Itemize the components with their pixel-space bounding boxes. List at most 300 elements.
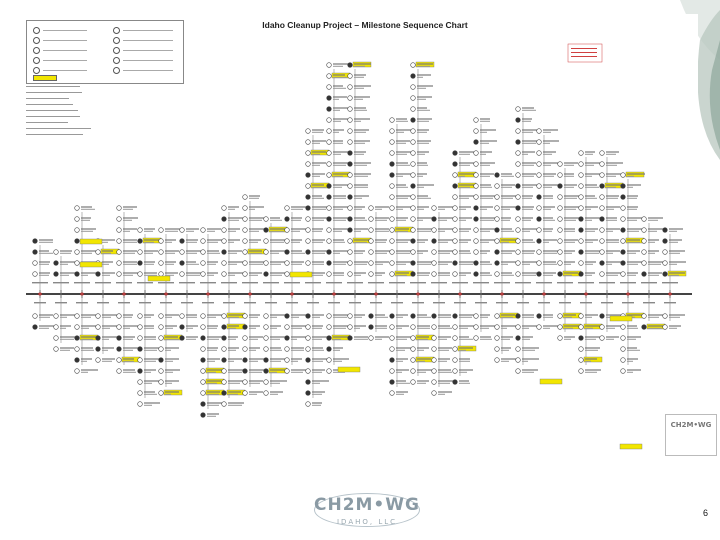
milestone-label-line — [564, 162, 578, 163]
milestone-label-line — [627, 372, 633, 373]
milestone-label-line — [333, 99, 339, 100]
milestone-node-icon — [390, 162, 395, 167]
milestone-node-icon — [600, 250, 605, 255]
milestone-label-line — [627, 336, 641, 337]
milestone-label-line — [438, 220, 447, 221]
milestone-node-icon — [474, 272, 479, 277]
milestone-label-line — [123, 372, 136, 373]
milestone-node-icon — [222, 314, 227, 319]
milestone-label-line — [375, 261, 389, 262]
milestone-label-line — [270, 350, 282, 351]
milestone-node-icon — [243, 272, 248, 277]
milestone-label-line — [396, 165, 410, 166]
milestone-node-icon — [411, 336, 416, 341]
milestone-label-line — [417, 328, 430, 329]
milestone-label-line — [417, 250, 428, 251]
milestone-label-line — [354, 107, 366, 108]
milestone-node-icon — [600, 314, 605, 319]
milestone-label-line — [396, 184, 406, 185]
milestone-node-icon — [453, 261, 458, 266]
milestone-node-icon — [180, 250, 185, 255]
milestone-label-line — [312, 405, 321, 406]
milestone-label-line — [480, 162, 495, 163]
milestone-label-line — [312, 151, 326, 152]
milestone-label-line — [627, 358, 638, 359]
milestone-chart-sheet — [20, 14, 712, 484]
note-text-line — [571, 52, 597, 53]
milestone-label-line — [522, 176, 534, 177]
milestone-label-line — [354, 129, 369, 130]
milestone-label-line — [207, 347, 218, 348]
milestone-label-line — [480, 154, 486, 155]
milestone-label-line — [312, 275, 323, 276]
milestone-label-line — [291, 264, 302, 265]
milestone-label-line — [291, 369, 307, 370]
milestone-label-line — [417, 339, 428, 340]
milestone-node-icon — [537, 140, 542, 145]
milestone-node-icon — [243, 369, 248, 374]
milestone-node-icon — [390, 129, 395, 134]
milestone-node-icon — [432, 369, 437, 374]
milestone-label-line — [396, 118, 407, 119]
milestone-label-line — [459, 325, 475, 326]
milestone-label-line — [396, 264, 406, 265]
milestone-node-icon — [537, 206, 542, 211]
milestone-label-line — [438, 272, 450, 273]
milestone-label-line — [144, 350, 157, 351]
milestone-label-line — [291, 336, 307, 337]
milestone-node-icon — [264, 391, 269, 396]
milestone-label-line — [480, 173, 494, 174]
milestone-label-line — [270, 242, 284, 243]
milestone-label-line — [396, 154, 407, 155]
milestone-node-icon — [264, 250, 269, 255]
milestone-node-icon — [621, 347, 626, 352]
milestone-label-line — [543, 143, 550, 144]
milestone-node-icon — [579, 228, 584, 233]
milestone-label-line — [165, 317, 172, 318]
milestone-node-icon — [537, 173, 542, 178]
milestone-label-line — [543, 228, 553, 229]
milestone-label-line — [543, 264, 557, 265]
milestone-node-icon — [201, 325, 206, 330]
milestone-node-icon — [516, 195, 521, 200]
milestone-label-line — [417, 361, 425, 362]
milestone-label-line — [123, 317, 132, 318]
milestone-label-line — [375, 317, 388, 318]
milestone-label-line — [543, 132, 551, 133]
milestone-node-icon — [306, 402, 311, 407]
milestone-label-line — [312, 187, 326, 188]
milestone-label-line — [375, 242, 386, 243]
milestone-node-icon — [411, 107, 416, 112]
milestone-node-icon — [285, 272, 290, 277]
milestone-node-icon — [411, 162, 416, 167]
milestone-label-line — [249, 314, 260, 315]
milestone-label-line — [81, 253, 92, 254]
milestone-node-icon — [75, 261, 80, 266]
milestone-node-icon — [495, 239, 500, 244]
milestone-label-line — [312, 264, 324, 265]
milestone-node-icon — [642, 325, 647, 330]
milestone-label-line — [354, 63, 371, 64]
milestone-label-line — [333, 88, 346, 89]
milestone-node-icon — [306, 228, 311, 233]
milestone-label-line — [543, 317, 553, 318]
milestone-label-line — [144, 325, 154, 326]
milestone-label-line — [123, 339, 133, 340]
milestone-node-icon — [201, 391, 206, 396]
page-number: 6 — [703, 508, 709, 518]
milestone-label-line — [417, 132, 427, 133]
milestone-label-line — [459, 209, 466, 210]
milestone-node-icon — [348, 63, 353, 68]
milestone-node-icon — [33, 239, 38, 244]
milestone-label-line — [144, 347, 159, 348]
milestone-label-line — [333, 317, 347, 318]
milestone-label-line — [648, 217, 663, 218]
milestone-label-line — [333, 151, 349, 152]
milestone-node-icon — [75, 228, 80, 233]
milestone-node-icon — [327, 63, 332, 68]
milestone-label-line — [459, 184, 474, 185]
milestone-label-line — [417, 165, 428, 166]
milestone-node-icon — [516, 140, 521, 145]
milestone-label-line — [207, 416, 216, 417]
milestone-label-line — [396, 380, 406, 381]
milestone-label-line — [312, 350, 324, 351]
milestone-node-icon — [75, 336, 80, 341]
milestone-node-icon — [495, 325, 500, 330]
milestone-node-icon — [453, 151, 458, 156]
milestone-label-line — [543, 195, 553, 196]
milestone-label-line — [417, 88, 426, 89]
milestone-node-icon — [327, 74, 332, 79]
milestone-label-line — [354, 132, 366, 133]
milestone-label-line — [459, 250, 470, 251]
milestone-label-line — [459, 228, 471, 229]
milestone-node-icon — [306, 129, 311, 134]
milestone-node-icon — [390, 173, 395, 178]
milestone-label-line — [480, 250, 490, 251]
milestone-label-line — [585, 228, 598, 229]
milestone-label-line — [270, 361, 281, 362]
milestone-node-icon — [600, 206, 605, 211]
milestone-label-line — [249, 361, 258, 362]
milestone-label-line — [333, 140, 343, 141]
milestone-node-icon — [390, 391, 395, 396]
milestone-label-line — [102, 317, 111, 318]
milestone-label-line — [501, 264, 508, 265]
milestone-node-icon — [642, 239, 647, 244]
milestone-label-line — [417, 206, 429, 207]
milestone-label-line — [522, 325, 537, 326]
milestone-label-line — [228, 231, 236, 232]
milestone-label-line — [438, 383, 450, 384]
milestone-label-line — [564, 250, 575, 251]
milestone-node-icon — [138, 347, 143, 352]
milestone-node-icon — [411, 118, 416, 123]
milestone-label-line — [543, 328, 550, 329]
milestone-label-line — [333, 77, 347, 78]
milestone-label-line — [333, 85, 343, 86]
milestone-label-line — [459, 176, 465, 177]
milestone-label-line — [627, 361, 633, 362]
milestone-node-icon — [579, 272, 584, 277]
milestone-label-line — [585, 350, 598, 351]
milestone-label-line — [249, 250, 262, 251]
milestone-label-line — [396, 261, 413, 262]
milestone-node-icon — [642, 314, 647, 319]
milestone-node-icon — [243, 314, 248, 319]
milestone-node-icon — [348, 239, 353, 244]
milestone-node-icon — [264, 228, 269, 233]
milestone-node-icon — [54, 314, 59, 319]
milestone-node-icon — [495, 217, 500, 222]
milestone-node-icon — [390, 228, 395, 233]
milestone-label-line — [585, 206, 598, 207]
milestone-label-line — [438, 261, 452, 262]
milestone-node-icon — [327, 314, 332, 319]
milestone-label-line — [543, 176, 554, 177]
milestone-label-line — [333, 358, 349, 359]
milestone-node-icon — [306, 239, 311, 244]
milestone-node-icon — [180, 228, 185, 233]
milestone-node-icon — [411, 228, 416, 233]
milestone-label-line — [522, 317, 534, 318]
milestone-node-icon — [117, 314, 122, 319]
milestone-label-line — [606, 162, 623, 163]
milestone-node-icon — [432, 336, 437, 341]
milestone-label-line — [291, 347, 304, 348]
milestone-label-line — [543, 206, 555, 207]
milestone-node-icon — [516, 173, 521, 178]
milestone-label-line — [606, 228, 620, 229]
milestone-label-line — [207, 405, 219, 406]
milestone-label-line — [60, 339, 74, 340]
milestone-label-line — [459, 361, 470, 362]
milestone-label-line — [648, 231, 657, 232]
milestone-label-line — [501, 253, 512, 254]
milestone-node-icon — [96, 347, 101, 352]
milestone-label-line — [480, 261, 490, 262]
milestone-label-line — [480, 325, 495, 326]
milestone-label-line — [123, 350, 133, 351]
milestone-node-icon — [390, 325, 395, 330]
milestone-label-line — [627, 250, 640, 251]
milestone-node-icon — [96, 358, 101, 363]
milestone-node-icon — [600, 184, 605, 189]
milestone-label-line — [249, 209, 255, 210]
milestone-node-icon — [621, 217, 626, 222]
milestone-node-icon — [537, 162, 542, 167]
milestone-label-line — [438, 206, 454, 207]
milestone-node-icon — [75, 347, 80, 352]
note-text-line — [571, 48, 597, 49]
milestone-label-line — [480, 253, 487, 254]
milestone-label-line — [438, 264, 448, 265]
milestone-node-icon — [516, 369, 521, 374]
milestone-node-icon — [537, 228, 542, 233]
milestone-label-line — [522, 206, 534, 207]
milestone-label-line — [501, 176, 514, 177]
milestone-label-line — [123, 253, 135, 254]
milestone-node-icon — [474, 314, 479, 319]
milestone-label-line — [81, 339, 93, 340]
milestone-label-line — [207, 272, 218, 273]
milestone-label-line — [333, 121, 341, 122]
milestone-label-line — [165, 264, 174, 265]
milestone-node-icon — [348, 228, 353, 233]
milestone-node-icon — [390, 151, 395, 156]
milestone-label-line — [123, 209, 133, 210]
milestone-label-line — [627, 350, 640, 351]
milestone-node-icon — [306, 261, 311, 266]
milestone-label-line — [81, 231, 93, 232]
milestone-label-line — [459, 173, 475, 174]
milestone-label-line — [459, 206, 471, 207]
milestone-label-line — [648, 253, 655, 254]
milestone-label-line — [291, 242, 300, 243]
milestone-node-icon — [453, 206, 458, 211]
milestone-label-line — [144, 328, 154, 329]
milestone-node-icon — [222, 217, 227, 222]
milestone-node-icon — [117, 217, 122, 222]
milestone-label-line — [354, 88, 364, 89]
milestone-node-icon — [621, 272, 626, 277]
milestone-label-line — [480, 275, 492, 276]
milestone-label-line — [417, 380, 429, 381]
milestone-label-line — [228, 220, 239, 221]
milestone-label-line — [123, 206, 137, 207]
milestone-label-line — [543, 325, 559, 326]
milestone-label-line — [39, 250, 49, 251]
milestone-node-icon — [54, 347, 59, 352]
milestone-node-icon — [285, 314, 290, 319]
milestone-node-icon — [327, 239, 332, 244]
milestone-label-line — [627, 173, 645, 174]
milestone-label-line — [543, 242, 549, 243]
milestone-label-line — [564, 198, 577, 199]
milestone-node-icon — [516, 151, 521, 156]
milestone-label-line — [459, 165, 470, 166]
milestone-label-line — [333, 187, 342, 188]
milestone-label-line — [627, 272, 638, 273]
milestone-node-icon — [138, 380, 143, 385]
milestone-label-line — [396, 317, 403, 318]
milestone-node-icon — [159, 272, 164, 277]
milestone-label-line — [606, 272, 622, 273]
milestone-label-line — [39, 314, 53, 315]
milestone-label-line — [501, 184, 515, 185]
milestone-node-icon — [369, 206, 374, 211]
milestone-node-icon — [579, 217, 584, 222]
milestone-node-icon — [621, 336, 626, 341]
milestone-label-line — [501, 350, 509, 351]
milestone-node-icon — [306, 140, 311, 145]
milestone-label-line — [312, 173, 325, 174]
milestone-label-line — [165, 336, 178, 337]
milestone-node-icon — [369, 336, 374, 341]
milestone-node-icon — [474, 261, 479, 266]
milestone-node-icon — [600, 239, 605, 244]
milestone-node-icon — [159, 391, 164, 396]
milestone-label-line — [417, 195, 428, 196]
milestone-label-line — [144, 391, 155, 392]
milestone-label-line — [375, 253, 387, 254]
milestone-node-icon — [558, 184, 563, 189]
milestone-label-line — [207, 314, 222, 315]
milestone-node-icon — [96, 325, 101, 330]
milestone-label-line — [354, 253, 363, 254]
milestone-label-line — [81, 228, 96, 229]
milestone-label-line — [501, 314, 515, 315]
milestone-label-line — [228, 209, 235, 210]
milestone-label-line — [417, 209, 424, 210]
milestone-label-line — [207, 391, 220, 392]
milestone-label-line — [438, 231, 445, 232]
milestone-label-line — [333, 275, 344, 276]
milestone-label-line — [417, 162, 427, 163]
milestone-label-line — [417, 176, 423, 177]
milestone-label-line — [522, 220, 531, 221]
milestone-label-line — [291, 317, 299, 318]
milestone-label-line — [312, 372, 322, 373]
milestone-node-icon — [369, 261, 374, 266]
milestone-label-line — [543, 275, 553, 276]
milestone-label-line — [585, 231, 595, 232]
milestone-label-line — [606, 264, 612, 265]
milestone-label-line — [39, 261, 50, 262]
milestone-label-line — [564, 165, 574, 166]
milestone-node-icon — [453, 217, 458, 222]
milestone-node-icon — [159, 314, 164, 319]
milestone-label-line — [585, 253, 599, 254]
milestone-label-line — [501, 336, 513, 337]
milestone-label-line — [291, 314, 307, 315]
milestone-label-line — [165, 239, 176, 240]
milestone-label-line — [186, 317, 197, 318]
milestone-node-icon — [453, 358, 458, 363]
milestone-label-line — [81, 220, 90, 221]
milestone-label-line — [102, 250, 113, 251]
milestone-label-line — [39, 275, 49, 276]
milestone-label-line — [312, 184, 324, 185]
milestone-node-icon — [600, 336, 605, 341]
milestone-label-line — [165, 275, 174, 276]
milestone-node-icon — [474, 151, 479, 156]
sheet-logo-text: CH2M•WG — [670, 421, 712, 429]
milestone-node-icon — [432, 228, 437, 233]
milestone-node-icon — [306, 217, 311, 222]
milestone-label-line — [585, 372, 597, 373]
milestone-label-line — [459, 253, 471, 254]
milestone-label-line — [606, 339, 614, 340]
milestone-node-icon — [579, 173, 584, 178]
milestone-label-line — [123, 220, 132, 221]
milestone-node-icon — [453, 336, 458, 341]
milestone-node-icon — [264, 358, 269, 363]
milestone-node-icon — [54, 272, 59, 277]
milestone-label-line — [522, 195, 533, 196]
milestone-label-line — [564, 339, 571, 340]
milestone-label-line — [39, 242, 53, 243]
milestone-node-icon — [537, 239, 542, 244]
milestone-node-icon — [243, 325, 248, 330]
milestone-label-line — [417, 187, 424, 188]
milestone-label-line — [333, 231, 342, 232]
milestone-label-line — [354, 228, 368, 229]
